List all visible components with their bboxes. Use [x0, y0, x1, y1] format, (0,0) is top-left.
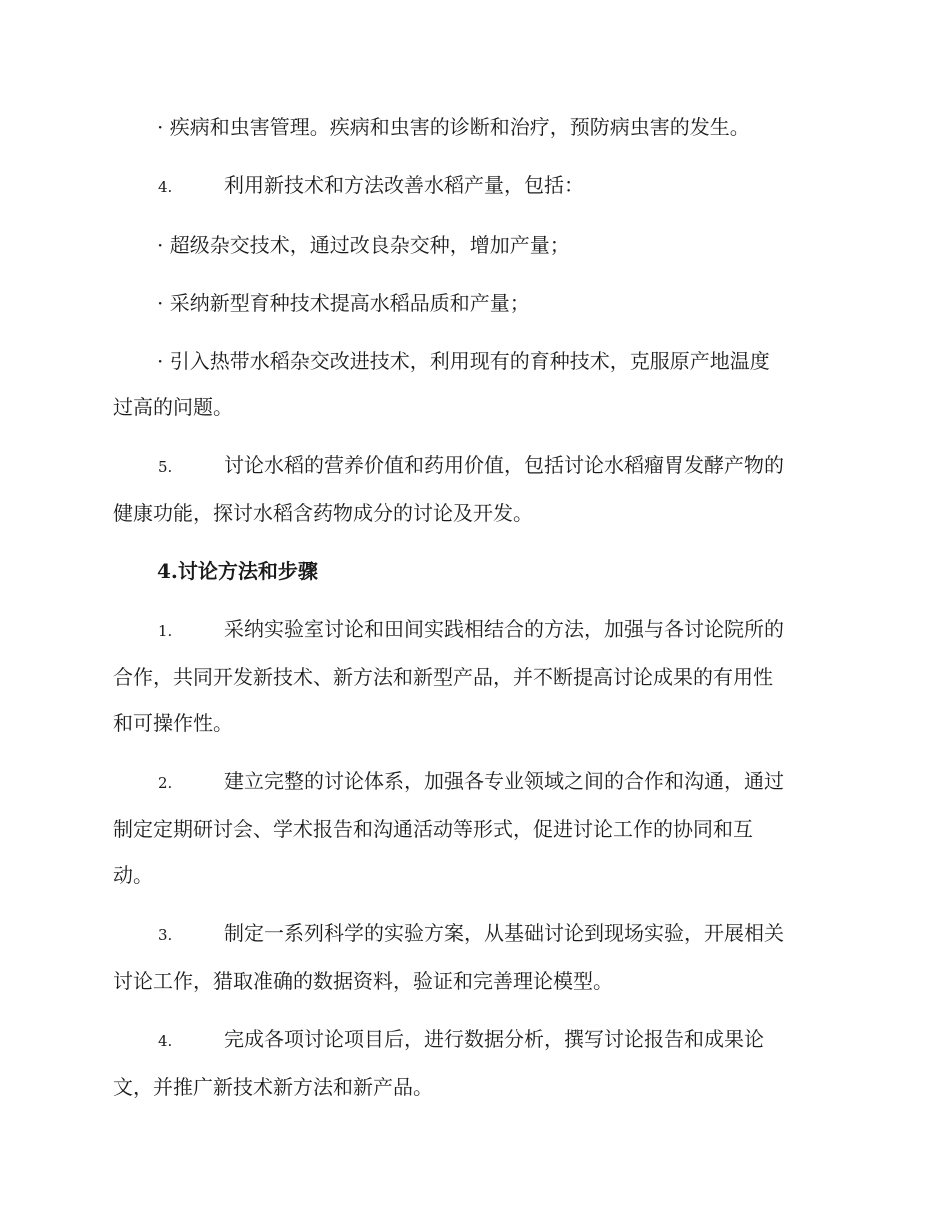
- paragraph-line: 讨论工作，猎取准确的数据资料，验证和完善理论模型。: [113, 969, 613, 993]
- item-text: 建立完整的讨论体系，加强各专业领域之间的合作和沟通，通过: [224, 769, 784, 793]
- paragraph-line: 制定定期研讨会、学术报告和沟通活动等形式，促进讨论工作的协同和互: [113, 817, 753, 841]
- numbered-item-3-experiments: [113, 910, 833, 1004]
- numbered-item-2-system: [113, 758, 833, 898]
- bullet-tropical-hybrid: [113, 338, 833, 430]
- item-number: 4.: [158, 178, 173, 196]
- item-number: 2.: [158, 774, 173, 792]
- bullet-new-breeding: · 采纳新型育种技术提高水稻品质和产量；: [157, 291, 530, 315]
- item-number: 3.: [158, 926, 173, 944]
- paragraph-line: 健康功能，探讨水稻含药物成分的讨论及开发。: [113, 501, 533, 525]
- paragraph-line: · 引入热带水稻杂交改进技术，利用现有的育种技术，克服原产地温度: [157, 349, 770, 373]
- section-heading: 4.讨论方法和步骤: [157, 559, 318, 583]
- paragraph-line: 动。: [113, 863, 153, 887]
- bullet-super-hybrid: · 超级杂交技术，通过改良杂交种，增加产量；: [157, 233, 570, 257]
- numbered-item-4-reporting: [113, 1016, 833, 1110]
- paragraph-line: [113, 1016, 833, 1064]
- paragraph-line: [113, 758, 833, 806]
- bullet-pest-management: · 疾病和虫害管理。疾病和虫害的诊断和治疗，预防病虫害的发生。: [157, 115, 750, 139]
- paragraph-line: 文，并推广新技术新方法和新产品。: [113, 1075, 433, 1099]
- paragraph-line: [113, 442, 833, 490]
- item-text: 讨论水稻的营养价值和药用价值，包括讨论水稻瘤胃发酵产物的: [224, 453, 784, 477]
- paragraph-line: [113, 606, 833, 654]
- item-text: 完成各项讨论项目后，进行数据分析，撰写讨论报告和成果论: [224, 1027, 764, 1051]
- item-text: 采纳实验室讨论和田间实践相结合的方法，加强与各讨论院所的: [224, 617, 784, 641]
- document-body: [113, 104, 833, 1110]
- paragraph-line: 和可操作性。: [113, 711, 233, 735]
- item-number: 1.: [158, 622, 173, 640]
- item-text: 利用新技术和方法改善水稻产量，包括：: [224, 173, 584, 197]
- item-number: 5.: [158, 458, 173, 476]
- item-number: 4.: [158, 1032, 173, 1050]
- paragraph-line: [113, 910, 833, 958]
- item-text: 制定一系列科学的实验方案，从基础讨论到现场实验，开展相关: [224, 921, 784, 945]
- paragraph-line: 过高的问题。: [113, 395, 233, 419]
- numbered-item-4-yield: [113, 162, 833, 210]
- numbered-item-5-nutrition: [113, 442, 833, 536]
- paragraph-line: 合作，共同开发新技术、新方法和新型产品，并不断提高讨论成果的有用性: [113, 665, 773, 689]
- numbered-item-1-methods: [113, 606, 833, 746]
